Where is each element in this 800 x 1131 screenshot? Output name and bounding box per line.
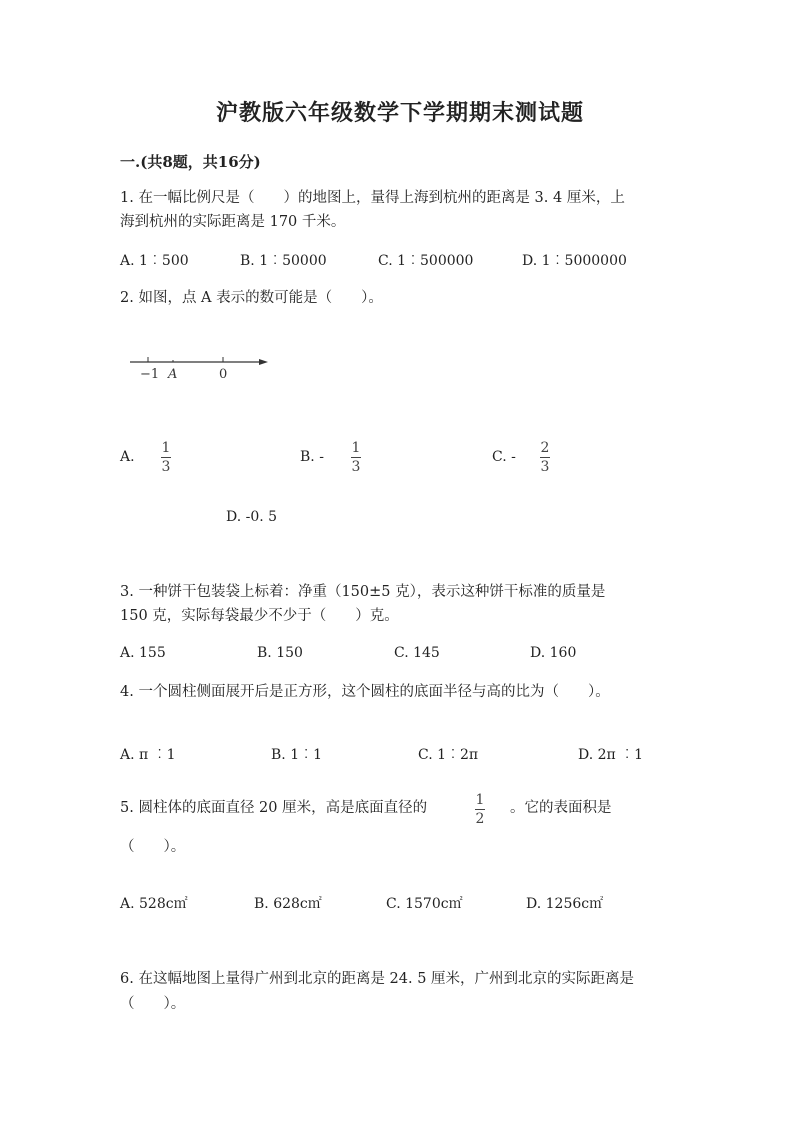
question-4-option-d[interactable]: D. 2π ︰1 — [578, 747, 644, 763]
question-2-option-b-prefix[interactable]: B. - — [300, 449, 324, 465]
question-5-fraction — [475, 792, 485, 827]
question-4-option-a[interactable]: A. π ︰1 — [120, 747, 176, 763]
page-title: 沪教版六年级数学下学期期末测试题 — [215, 100, 584, 126]
fraction-bar — [540, 457, 550, 458]
question-3-option-c[interactable]: C. 145 — [394, 645, 440, 661]
fraction-bar — [475, 809, 485, 810]
fraction-numerator: 2 — [540, 440, 550, 456]
question-1-line-2: 海到杭州的实际距离是 170 千米。 — [120, 214, 346, 230]
fraction-bar — [351, 457, 361, 458]
question-3-option-d[interactable]: D. 160 — [530, 645, 577, 661]
question-2-option-c-prefix[interactable]: C. - — [492, 449, 516, 465]
question-5-option-a[interactable]: A. 528c㎡ — [120, 896, 188, 912]
question-2-option-d[interactable]: D. -0. 5 — [226, 509, 278, 525]
fraction-numerator: 1 — [351, 440, 361, 456]
question-5-text-before: 5. 圆柱体的底面直径 20 厘米，高是底面直径的 — [120, 800, 428, 816]
question-3-option-a[interactable]: A. 155 — [120, 645, 166, 661]
question-5-text-after: 。它的表面积是 — [510, 800, 612, 816]
fraction-denominator: 3 — [161, 459, 171, 475]
question-5-option-d[interactable]: D. 1256c㎡ — [526, 896, 604, 912]
question-1-option-b[interactable]: B. 1︰50000 — [240, 253, 327, 269]
question-2-option-b-fraction — [351, 440, 361, 475]
question-1-option-d[interactable]: D. 1︰5000000 — [522, 253, 627, 269]
question-4-option-b[interactable]: B. 1︰1 — [271, 747, 323, 763]
fraction-denominator: 2 — [475, 811, 485, 827]
fraction-numerator: 1 — [475, 792, 485, 808]
question-5-option-b[interactable]: B. 628c㎡ — [254, 896, 322, 912]
question-2-option-a-prefix[interactable]: A. — [120, 449, 135, 465]
question-1-option-c[interactable]: C. 1︰500000 — [378, 253, 474, 269]
question-3-line-1: 3. 一种饼干包装袋上标着：净重（150±5 克），表示这种饼干标准的质量是 — [120, 584, 606, 600]
question-5-line-2: （ ）。 — [120, 839, 186, 855]
label-minus-one: −1 — [140, 367, 160, 382]
question-4-text: 4. 一个圆柱侧面展开后是正方形，这个圆柱的底面半径与高的比为（ ）。 — [120, 684, 610, 700]
question-3-option-b[interactable]: B. 150 — [257, 645, 303, 661]
fraction-denominator: 3 — [540, 459, 550, 475]
number-line-arrow — [259, 359, 268, 365]
fraction-denominator: 3 — [351, 459, 361, 475]
question-2-text: 2. 如图，点 A 表示的数可能是（ ）。 — [120, 290, 383, 306]
question-1-option-a[interactable]: A. 1︰500 — [120, 253, 189, 269]
number-line-figure — [128, 352, 273, 382]
question-2-option-c-fraction — [540, 440, 550, 475]
section-heading: 一.(共8题，共16分) — [120, 153, 261, 171]
label-point-a: A — [168, 367, 178, 382]
fraction-bar — [161, 457, 171, 458]
question-1-line-1: 1. 在一幅比例尺是（ ）的地图上，量得上海到杭州的距离是 3. 4 厘米，上 — [120, 190, 625, 206]
fraction-numerator: 1 — [161, 440, 171, 456]
question-3-line-2: 150 克，实际每袋最少不少于（ ）克。 — [120, 608, 399, 624]
question-6-line-2: （ ）。 — [120, 996, 186, 1012]
question-6-line-1: 6. 在这幅地图上量得广州到北京的距离是 24. 5 厘米，广州到北京的实际距离是 — [120, 971, 635, 987]
question-5-option-c[interactable]: C. 1570c㎡ — [386, 896, 463, 912]
label-zero: 0 — [219, 367, 228, 382]
question-2-option-a-fraction — [161, 440, 171, 475]
question-4-option-c[interactable]: C. 1︰2π — [418, 747, 479, 763]
